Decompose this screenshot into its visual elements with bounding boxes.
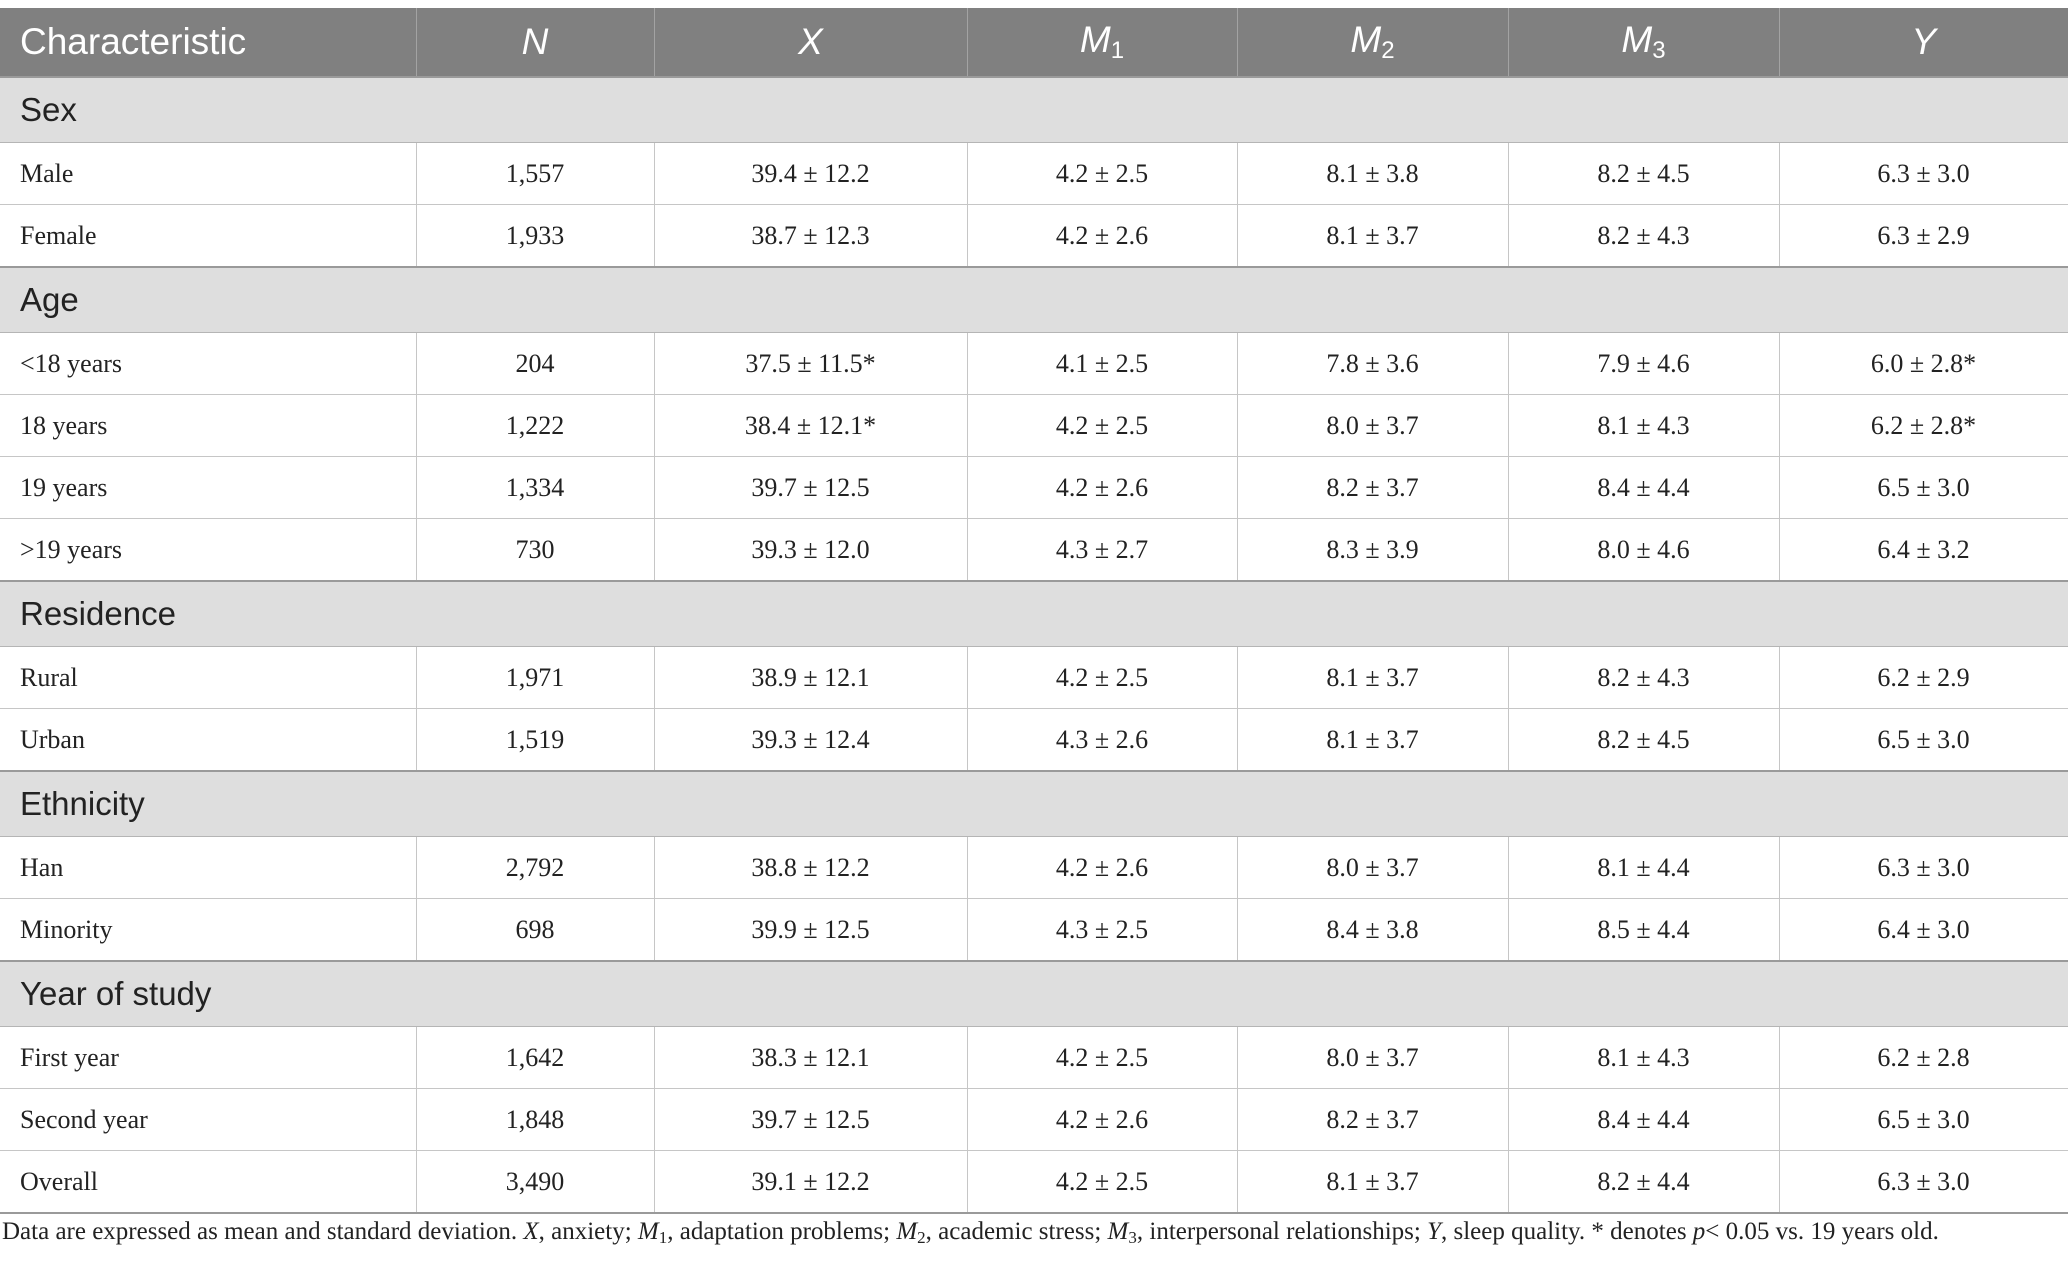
row-label-cell: Urban: [0, 709, 416, 772]
cell-y: 6.0 ± 2.8*: [1779, 333, 2068, 395]
cell-m2: 8.2 ± 3.7: [1237, 1089, 1508, 1151]
header-m1: [967, 8, 1237, 77]
footnote-m2-symbol: M: [896, 1218, 918, 1245]
cell-y: 6.5 ± 3.0: [1779, 457, 2068, 519]
footnote-p-symbol: p: [1692, 1218, 1706, 1245]
header-m3-symbol: M: [1621, 19, 1653, 60]
cell-n: 1,222: [416, 395, 654, 457]
header-n-symbol: N: [521, 21, 549, 62]
group-label: Ethnicity: [0, 771, 2068, 837]
footnote-m3-symbol: M: [1107, 1218, 1129, 1245]
footnote-p-definition: < 0.05 vs. 19 years old.: [1705, 1218, 1939, 1245]
row-label-cell: First year: [0, 1027, 416, 1089]
cell-x: 37.5 ± 11.5*: [654, 333, 967, 395]
group-label: Residence: [0, 581, 2068, 647]
header-m2-symbol: M: [1350, 19, 1382, 60]
footnote-x-symbol: X: [523, 1218, 539, 1245]
cell-y: 6.3 ± 3.0: [1779, 143, 2068, 205]
row-label-cell: >19 years: [0, 519, 416, 582]
header-n: [416, 8, 654, 77]
cell-n: 698: [416, 899, 654, 962]
row-label-cell: 18 years: [0, 395, 416, 457]
table-row: [0, 143, 2068, 205]
cell-m1: 4.2 ± 2.5: [967, 647, 1237, 709]
cell-m2: 8.2 ± 3.7: [1237, 457, 1508, 519]
cell-n: 1,334: [416, 457, 654, 519]
cell-m1: 4.2 ± 2.5: [967, 1027, 1237, 1089]
cell-x: 39.7 ± 12.5: [654, 457, 967, 519]
row-label-cell: 19 years: [0, 457, 416, 519]
cell-m1: 4.2 ± 2.5: [967, 143, 1237, 205]
cell-m2: 8.1 ± 3.7: [1237, 709, 1508, 772]
cell-m2: 7.8 ± 3.6: [1237, 333, 1508, 395]
table-row: [0, 205, 2068, 268]
cell-y: 6.3 ± 3.0: [1779, 837, 2068, 899]
header-m1-subscript: 1: [1110, 37, 1125, 64]
cell-m3: 8.2 ± 4.3: [1508, 205, 1779, 268]
cell-m1: 4.3 ± 2.5: [967, 899, 1237, 962]
cell-y: 6.2 ± 2.8*: [1779, 395, 2068, 457]
footnote-m1-definition: , adaptation problems;: [667, 1218, 891, 1245]
cell-n: 1,642: [416, 1027, 654, 1089]
group-header-row: [0, 961, 2068, 1027]
cell-y: 6.4 ± 3.0: [1779, 899, 2068, 962]
table-row: [0, 1089, 2068, 1151]
row-label-cell: <18 years: [0, 333, 416, 395]
table-row: [0, 837, 2068, 899]
table-row: [0, 457, 2068, 519]
header-m3-subscript: 3: [1652, 37, 1666, 64]
cell-x: 39.1 ± 12.2: [654, 1151, 967, 1214]
cell-m2: 8.0 ± 3.7: [1237, 395, 1508, 457]
cell-m1: 4.2 ± 2.5: [967, 1151, 1237, 1214]
table-header: [0, 8, 2068, 77]
characteristics-table-container: [0, 8, 2068, 1214]
cell-n: 1,519: [416, 709, 654, 772]
group-label: Year of study: [0, 961, 2068, 1027]
footnote-m1-symbol: M: [637, 1218, 659, 1245]
table-row: [0, 519, 2068, 582]
footnote-x-definition: , anxiety;: [538, 1218, 632, 1245]
table-row: [0, 395, 2068, 457]
cell-n: 1,557: [416, 143, 654, 205]
cell-m3: 8.2 ± 4.3: [1508, 647, 1779, 709]
cell-y: 6.3 ± 3.0: [1779, 1151, 2068, 1214]
cell-m3: 8.2 ± 4.5: [1508, 143, 1779, 205]
cell-m1: 4.2 ± 2.6: [967, 205, 1237, 268]
group-header-row: [0, 771, 2068, 837]
cell-m1: 4.2 ± 2.6: [967, 457, 1237, 519]
cell-y: 6.2 ± 2.8: [1779, 1027, 2068, 1089]
header-y: [1779, 8, 2068, 77]
row-label-cell: Minority: [0, 899, 416, 962]
cell-x: 39.7 ± 12.5: [654, 1089, 967, 1151]
cell-y: 6.2 ± 2.9: [1779, 647, 2068, 709]
characteristics-table: [0, 8, 2068, 1214]
cell-m2: 8.1 ± 3.7: [1237, 205, 1508, 268]
cell-m1: 4.1 ± 2.5: [967, 333, 1237, 395]
cell-m3: 8.2 ± 4.5: [1508, 709, 1779, 772]
cell-m3: 8.4 ± 4.4: [1508, 457, 1779, 519]
table-row: [0, 1027, 2068, 1089]
cell-m1: 4.3 ± 2.6: [967, 709, 1237, 772]
header-y-symbol: Y: [1911, 21, 1937, 62]
table-row: [0, 1151, 2068, 1214]
footnote-intro: Data are expressed as mean and standard deviation.: [2, 1218, 518, 1245]
header-m3: [1508, 8, 1779, 77]
cell-n: 204: [416, 333, 654, 395]
row-label-cell: Female: [0, 205, 416, 268]
footnote-m1-subscript: 1: [658, 1228, 668, 1247]
row-label-cell: Overall: [0, 1151, 416, 1214]
cell-x: 38.9 ± 12.1: [654, 647, 967, 709]
footnote-m2-subscript: 2: [917, 1228, 926, 1247]
table-row: [0, 647, 2068, 709]
header-m2-subscript: 2: [1381, 37, 1395, 64]
cell-x: 39.9 ± 12.5: [654, 899, 967, 962]
cell-m3: 7.9 ± 4.6: [1508, 333, 1779, 395]
group-label: Sex: [0, 77, 2068, 143]
row-label-cell: Male: [0, 143, 416, 205]
cell-m2: 8.4 ± 3.8: [1237, 899, 1508, 962]
cell-m1: 4.2 ± 2.5: [967, 395, 1237, 457]
cell-y: 6.5 ± 3.0: [1779, 709, 2068, 772]
footnote-m2-definition: , academic stress;: [925, 1218, 1102, 1245]
cell-m2: 8.1 ± 3.7: [1237, 1151, 1508, 1214]
cell-m2: 8.1 ± 3.7: [1237, 647, 1508, 709]
cell-n: 730: [416, 519, 654, 582]
cell-n: 3,490: [416, 1151, 654, 1214]
cell-x: 38.8 ± 12.2: [654, 837, 967, 899]
cell-m3: 8.4 ± 4.4: [1508, 1089, 1779, 1151]
cell-m2: 8.0 ± 3.7: [1237, 837, 1508, 899]
cell-x: 38.4 ± 12.1*: [654, 395, 967, 457]
cell-n: 2,792: [416, 837, 654, 899]
table-footnote: [2, 1218, 2068, 1248]
cell-n: 1,848: [416, 1089, 654, 1151]
footnote-y-symbol: Y: [1427, 1218, 1441, 1245]
row-label-cell: Rural: [0, 647, 416, 709]
cell-y: 6.4 ± 3.2: [1779, 519, 2068, 582]
cell-x: 39.4 ± 12.2: [654, 143, 967, 205]
header-m2: [1237, 8, 1508, 77]
cell-m3: 8.1 ± 4.3: [1508, 1027, 1779, 1089]
cell-m3: 8.0 ± 4.6: [1508, 519, 1779, 582]
cell-m3: 8.5 ± 4.4: [1508, 899, 1779, 962]
row-label-cell: Second year: [0, 1089, 416, 1151]
cell-y: 6.3 ± 2.9: [1779, 205, 2068, 268]
cell-m3: 8.1 ± 4.4: [1508, 837, 1779, 899]
header-x: [654, 8, 967, 77]
footnote-y-definition: , sleep quality. * denotes: [1441, 1218, 1687, 1245]
header-characteristic: Characteristic: [0, 8, 416, 77]
cell-m3: 8.2 ± 4.4: [1508, 1151, 1779, 1214]
group-label: Age: [0, 267, 2068, 333]
table-row: [0, 709, 2068, 772]
cell-x: 39.3 ± 12.0: [654, 519, 967, 582]
cell-x: 38.3 ± 12.1: [654, 1027, 967, 1089]
group-header-row: [0, 77, 2068, 143]
cell-y: 6.5 ± 3.0: [1779, 1089, 2068, 1151]
cell-x: 38.7 ± 12.3: [654, 205, 967, 268]
cell-m2: 8.3 ± 3.9: [1237, 519, 1508, 582]
cell-n: 1,971: [416, 647, 654, 709]
header-x-symbol: X: [798, 21, 823, 62]
cell-m2: 8.0 ± 3.7: [1237, 1027, 1508, 1089]
cell-m2: 8.1 ± 3.8: [1237, 143, 1508, 205]
header-row: [0, 8, 2068, 77]
cell-m1: 4.2 ± 2.6: [967, 1089, 1237, 1151]
group-header-row: [0, 581, 2068, 647]
table-row: [0, 333, 2068, 395]
footnote-m3-definition: , interpersonal relationships;: [1136, 1218, 1421, 1245]
cell-m3: 8.1 ± 4.3: [1508, 395, 1779, 457]
cell-m1: 4.2 ± 2.6: [967, 837, 1237, 899]
row-label-cell: Han: [0, 837, 416, 899]
cell-x: 39.3 ± 12.4: [654, 709, 967, 772]
table-body: [0, 77, 2068, 1213]
header-m1-symbol: M: [1079, 19, 1111, 60]
group-header-row: [0, 267, 2068, 333]
cell-m1: 4.3 ± 2.7: [967, 519, 1237, 582]
table-row: [0, 899, 2068, 962]
footnote-m3-subscript: 3: [1128, 1228, 1137, 1247]
cell-n: 1,933: [416, 205, 654, 268]
